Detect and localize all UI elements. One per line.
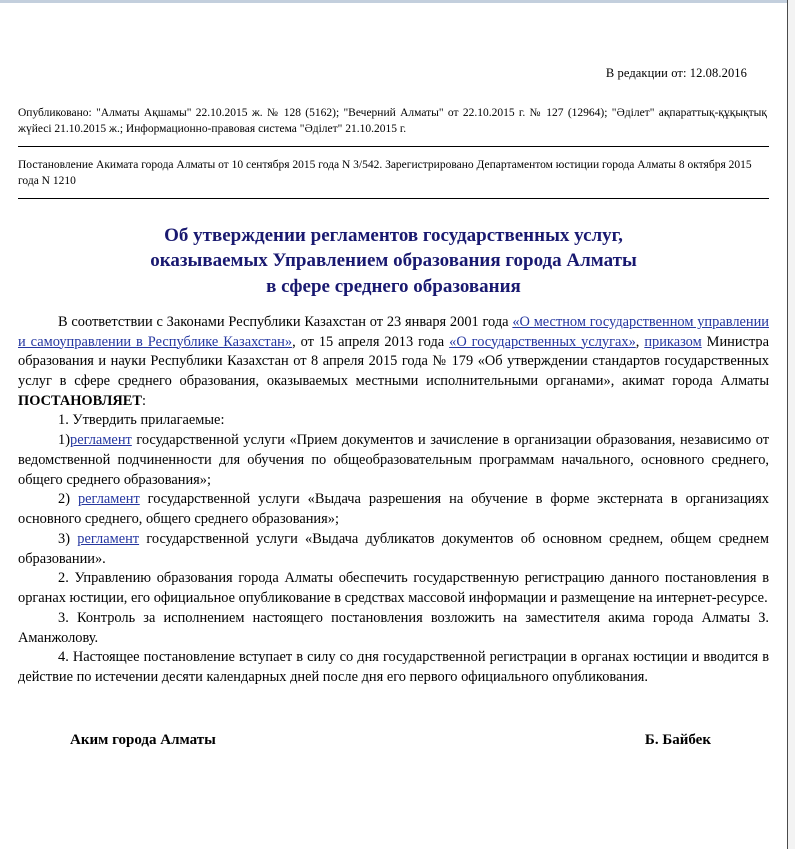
sub-2-number: 2): [58, 491, 70, 508]
preamble-text-3: ,: [635, 333, 645, 350]
reglament-link-2[interactable]: регламент: [77, 491, 140, 508]
order-link[interactable]: приказом: [644, 333, 702, 350]
law-local-government-link[interactable]: «О местном государственном управлении и самоуправлении в Республике Казахстан»: [18, 313, 769, 350]
clause-1-lead: 1. Утвердить прилагаемые:: [58, 412, 225, 429]
preamble-text-1: В соответствии с Законами Республики Казахстан от 23 января 2001 года: [58, 313, 513, 330]
revision-date-label: В редакции от: 12.08.2016: [605, 66, 747, 80]
sub-1-number: 1): [58, 432, 70, 449]
signature-block: [18, 732, 769, 749]
sub-1-text: государственной услуги «Прием документов и зачисление в организации образования, независимо от ведомственной подчиненности для обучения по общеобразовательным программам начального, основного среднего, общего среднего образования»;: [18, 432, 769, 488]
signatory-position: Аким города Алматы: [70, 731, 216, 748]
publication-info: Опубликовано: "Алматы Ақшамы" 22.10.2015 ж. № 128 (5162); "Вечерний Алматы" от 22.10.2015 г. № 127 (12964); "Әділет" ақпараттық-құқықтық жүйесi 21.10.2015 ж.; Информационно-правовая система "Әділет" 21.10.2015 г.: [18, 107, 767, 136]
registration-info: Постановление Акимата города Алматы от 10 сентября 2015 года N 3/542. Зарегистрировано Департаментом юстиции города Алматы 8 октября 2015 года N 1210: [18, 158, 752, 188]
page-title: [18, 223, 769, 299]
law-public-services-link[interactable]: «О государственных услугах»: [449, 333, 636, 350]
decree-verb: ПОСТАНОВЛЯЕТ: [18, 392, 142, 409]
reglament-link-3[interactable]: регламент: [77, 530, 140, 547]
preamble-text-4: Министра образования и науки Республики Казахстан от 8 апреля 2015 года № 179 «Об утверждении стандартов государственных услуг в сфере среднего образования, оказываемых местными исполнительными органами», акимат города Алматы: [18, 333, 769, 389]
page-title-line-2: оказываемых Управлением образования города Алматы: [150, 250, 637, 272]
sub-3-text: государственной услуги «Выдача дубликатов документов об основном среднем, общем среднем образовании».: [18, 530, 769, 567]
clause-1-sub-2: [18, 490, 769, 529]
clause-4: 4. Настоящее постановление вступает в силу со дня государственной регистрации в органах юстиции и вводится в действие по истечении десяти календарных дней после дня его первого официального опубликования.: [18, 649, 769, 686]
preamble-text-5: :: [141, 392, 146, 409]
right-gutter: [788, 0, 795, 849]
preamble-paragraph: [18, 313, 769, 412]
sub-3-number: 3): [58, 530, 70, 547]
divider-bottom: [18, 198, 769, 199]
document-body: [18, 313, 769, 688]
clause-1-sub-1: [18, 431, 769, 490]
clause-3: 3. Контроль за исполнением настоящего постановления возложить на заместителя акима города Алматы З. Аманжолову.: [18, 609, 769, 646]
page-title-line-1: Об утверждении регламентов государственных услуг,: [164, 225, 623, 246]
signatory-name: Б. Байбек: [644, 731, 711, 748]
sub-2-text: государственной услуги «Выдача разрешения на обучение в форме экстерната в организациях основного среднего, общего среднего образования»;: [18, 491, 769, 528]
page-title-line-3: в сфере среднего образования: [266, 275, 521, 297]
clause-1-sub-3: [18, 530, 769, 569]
clause-2: 2. Управлению образования города Алматы обеспечить государственную регистрацию данного постановления в органах юстиции, его официальное опубликование в средствах массовой информации и размещение на интернет-ресурсе.: [18, 570, 769, 607]
divider-top: [18, 146, 769, 147]
reglament-link-1[interactable]: регламент: [70, 432, 132, 449]
preamble-text-2: , от 15 апреля 2013 года: [292, 333, 450, 350]
